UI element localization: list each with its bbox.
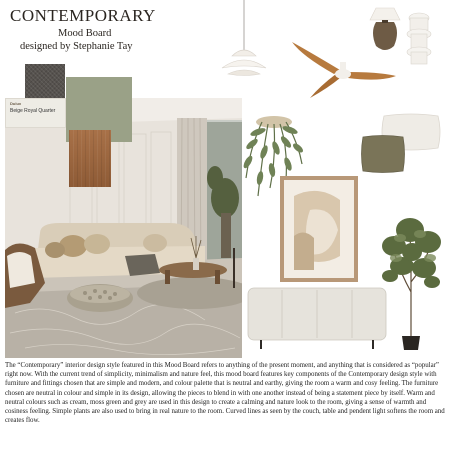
board-title: CONTEMPORARY xyxy=(10,6,156,25)
board-subtitle: Mood Board xyxy=(58,28,112,39)
vase-icon xyxy=(402,10,436,70)
sideboard-cabinet xyxy=(246,284,388,350)
designer-credit: designed by Stephanie Tay xyxy=(20,41,133,52)
paint-brand-label: Dulux xyxy=(10,101,22,106)
paint-colour-name: Beige Royal Quarter xyxy=(10,108,56,114)
abstract-wall-art xyxy=(280,176,358,282)
oak-wood-swatch xyxy=(69,130,111,187)
style-description: The “Contemporary” interior design style featured in this Mood Board refers to anything of the present moment, and anything that is considered as “popular” right now. With the current trend of simplicity, minimalism and nature feel, this mood board features key components of the Contemporary design style with furniture and fittings chosen that are simple and modern, and colour palette that is neutral and earthy, giving the room a warm and cosy feeling. The furniture chosen are neutral in colour and simple in its design, allowing the pieces to blend in with one another instead of being a statement piece by itself. Warm and neutral colours such as cream, moss green and grey are used in this design to create a calming and nature look to the room, giving a sense of warmth and cosiness feeling. Simple plants are also used to bring in real nature to the room. Curved lines as seen by the couch, table and pendent light softens the room and creates flow. xyxy=(5,362,445,425)
pendant-light-icon xyxy=(214,0,274,82)
paint-colour-card xyxy=(5,98,66,128)
green-cushion xyxy=(360,134,406,174)
olive-tree-icon xyxy=(380,212,442,352)
